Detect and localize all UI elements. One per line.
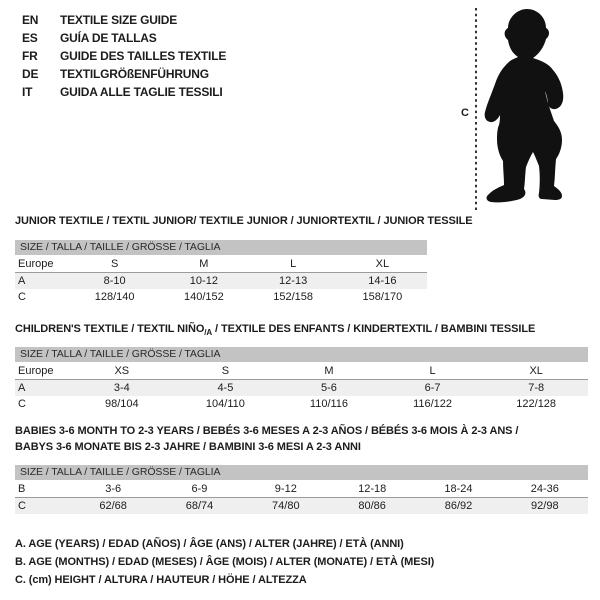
age-cell: 3-6 [105, 483, 122, 495]
size-cell: XL [375, 258, 390, 270]
age-cell: 6-7 [424, 382, 441, 394]
babies-title-line1: BABIES 3-6 MONTH TO 2-3 YEARS / BEBÉS 3-6 MESES A 2-3 AÑOS / BÉBÉS 3-6 MOIS À 2-3 ANS / [15, 425, 519, 437]
age-cell: 9-12 [274, 483, 297, 495]
legend [15, 535, 434, 589]
babies-table [15, 465, 588, 514]
row-label: C [18, 500, 26, 512]
language-code: ES [22, 31, 38, 45]
height-cell: 104/110 [205, 398, 245, 410]
age-cell: 4-5 [217, 382, 234, 394]
legend-item-a: A. AGE (YEARS) / EDAD (AÑOS) / ÂGE (ANS) / ALTER (JAHRE) / ETÀ (ANNI) [15, 538, 404, 550]
row-label: A [18, 382, 26, 394]
size-cell: XL [529, 365, 543, 377]
height-cell: 122/128 [516, 398, 557, 410]
row-label: Europe [18, 258, 54, 270]
age-cell: 14-16 [368, 275, 397, 287]
language-label: GUIDE DES TAILLES TEXTILE [60, 49, 227, 63]
table-row-age [15, 380, 588, 396]
children-table-title [15, 323, 535, 337]
language-row-fr [22, 47, 226, 65]
height-cell: 68/74 [185, 500, 214, 512]
age-cell: 8-10 [103, 275, 126, 287]
children-title-part: / TEXTILE DES ENFANTS / KINDERTEXTIL / BAMBINI TESSILE [212, 323, 536, 335]
height-label: C [461, 107, 469, 119]
table-row-europe [15, 256, 427, 273]
baby-figure [440, 0, 600, 215]
height-cell: 128/140 [94, 291, 135, 303]
height-cell: 110/116 [309, 398, 349, 410]
table-row-age [15, 273, 427, 289]
size-cell: M [324, 365, 334, 377]
row-label: Europe [18, 365, 54, 377]
height-cell: 62/68 [99, 500, 127, 512]
children-table [15, 347, 588, 412]
age-cell: 12-13 [279, 275, 308, 287]
row-label: B [18, 483, 26, 495]
size-cell: M [199, 258, 209, 270]
age-cell: 12-18 [358, 483, 387, 495]
age-cell: 24-36 [530, 483, 559, 495]
height-cell: 80/86 [358, 500, 386, 512]
legend-item-c: C. (cm) HEIGHT / ALTURA / HAUTEUR / HÖHE / ALTEZZA [15, 574, 307, 586]
baby-silhouette-icon [485, 9, 564, 202]
age-cell: 5-6 [321, 382, 337, 394]
size-cell: XS [114, 365, 130, 377]
language-code: FR [22, 49, 38, 63]
size-cell: L [290, 258, 297, 270]
table-row-age-months [15, 481, 588, 498]
junior-table [15, 240, 427, 305]
language-code: IT [22, 85, 33, 99]
height-cell: 116/122 [413, 398, 453, 410]
height-cell: 158/170 [362, 291, 403, 303]
children-title-part: CHILDREN'S TEXTILE / TEXTIL NIÑO [15, 323, 205, 335]
table-row-europe [15, 363, 588, 380]
age-cell: 6-9 [191, 483, 208, 495]
height-cell: 74/80 [272, 500, 300, 512]
babies-title-line2: BABYS 3-6 MONATE BIS 2-3 JAHRE / BAMBINI 3-6 MESI A 2-3 ANNI [15, 441, 361, 453]
language-label: TEXTILE SIZE GUIDE [60, 13, 178, 27]
junior-table-title: JUNIOR TEXTILE / TEXTIL JUNIOR/ TEXTILE JUNIOR / JUNIORTEXTIL / JUNIOR TESSILE [15, 215, 473, 227]
row-label: C [18, 291, 26, 303]
age-cell: 18-24 [444, 483, 473, 495]
table-row-height [15, 498, 588, 514]
height-cell: 86/92 [444, 500, 473, 512]
size-header-bar: SIZE / TALLA / TAILLE / GRÖSSE / TAGLIA [15, 347, 588, 362]
language-code: DE [22, 67, 39, 81]
height-cell: 92/98 [531, 500, 559, 512]
language-label: TEXTILGRÖßENFÜHRUNG [60, 67, 209, 81]
height-cell: 140/152 [183, 291, 224, 303]
legend-item-b: B. AGE (MONTHS) / EDAD (MESES) / ÂGE (MOIS) / ALTER (MONATE) / ETÀ (MESI) [15, 556, 435, 568]
size-header-bar: SIZE / TALLA / TAILLE / GRÖSSE / TAGLIA [15, 240, 427, 255]
language-label: GUIDA ALLE TAGLIE TESSILI [60, 85, 223, 99]
language-label: GUÍA DE TALLAS [60, 31, 157, 45]
language-row-en [22, 11, 226, 29]
language-list [22, 11, 226, 101]
language-code: EN [22, 13, 39, 27]
size-cell: S [110, 258, 119, 270]
height-cell: 98/104 [104, 398, 139, 410]
age-cell: 10-12 [189, 275, 218, 287]
language-row-es [22, 29, 226, 47]
language-row-it [22, 83, 226, 101]
table-row-height [15, 289, 427, 305]
row-label: C [18, 398, 26, 410]
size-header-bar: SIZE / TALLA / TAILLE / GRÖSSE / TAGLIA [15, 465, 588, 480]
language-row-de [22, 65, 226, 83]
table-row-height [15, 396, 588, 412]
babies-table-title [15, 423, 518, 455]
height-cell: 152/158 [273, 291, 313, 303]
children-title-subscript: /A [204, 328, 213, 338]
row-label: A [18, 275, 26, 287]
size-cell: L [429, 365, 436, 377]
age-cell: 7-8 [528, 382, 545, 394]
age-cell: 3-4 [113, 382, 130, 394]
size-cell: S [221, 365, 230, 377]
